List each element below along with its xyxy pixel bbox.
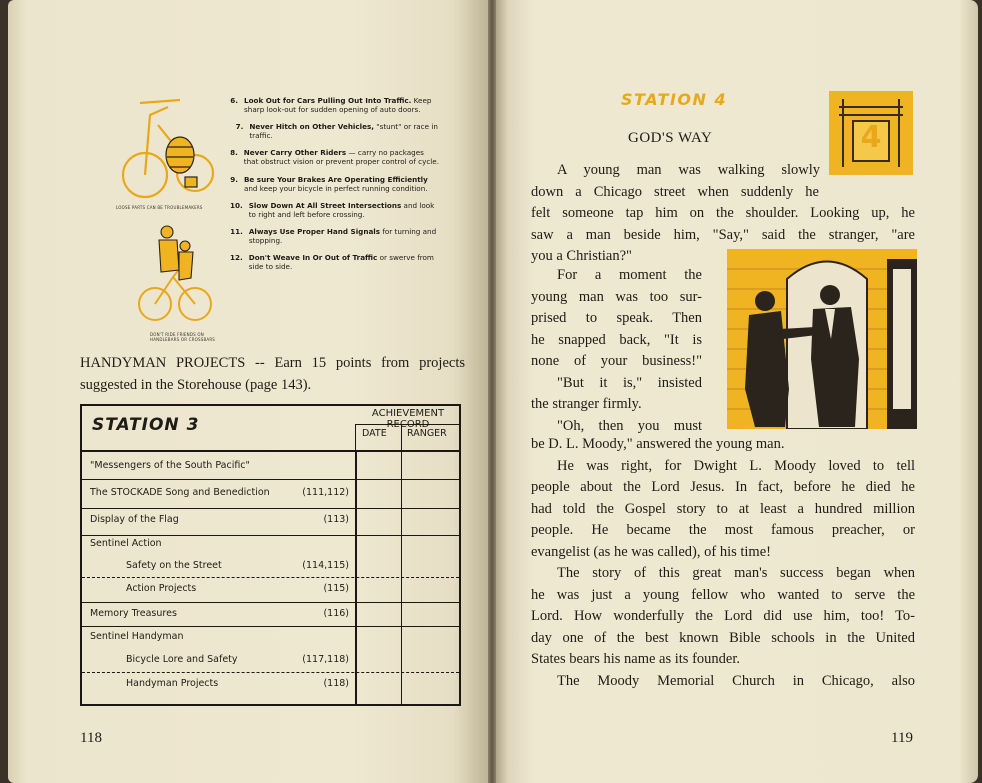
date-column-header: DATE bbox=[362, 428, 387, 439]
text-line: be D. L. Moody," answered the young man. bbox=[531, 436, 785, 452]
badge-number: 4 bbox=[860, 120, 882, 155]
text-line: "But it is," insisted bbox=[557, 374, 702, 391]
text-line: people about the Lord Jesus. In fact, before he died he bbox=[531, 479, 915, 495]
book-gutter bbox=[488, 0, 496, 783]
story-title: GOD'S WAY bbox=[628, 130, 713, 146]
text-line: day one of the best known Bible schools in the United bbox=[531, 629, 915, 646]
station-4-heading: STATION 4 bbox=[621, 90, 728, 109]
safety-rules-list bbox=[230, 96, 440, 279]
story-block-2 bbox=[531, 265, 702, 437]
page-number-right: 119 bbox=[891, 730, 913, 746]
ranger-column-header: RANGER bbox=[407, 428, 447, 439]
text-line: The Moody Memorial Church in Chicago, also bbox=[557, 672, 915, 689]
rule-item: 9. Be sure Your Brakes Are Operating Efficiently and keep your bicycle in perfect running condition. bbox=[230, 174, 428, 193]
rule-item: 11. Always Use Proper Hand Signals for turning and stopping. bbox=[230, 226, 437, 246]
rule-item: 12. Don't Weave In Or Out of Traffic or swerve from side to side. bbox=[230, 253, 434, 272]
text-line: people. He became the most famous preacher, or bbox=[531, 522, 915, 538]
text-line: he snapped back, "It is bbox=[531, 331, 702, 348]
story-block-3 bbox=[531, 434, 915, 692]
text-line: none of your business!" bbox=[531, 353, 702, 369]
achievement-record-label: ACHIEVEMENT RECORD bbox=[371, 408, 445, 430]
text-line: felt someone tap him on the shoulder. Looking up, he bbox=[531, 205, 915, 221]
text-line: For a moment the bbox=[557, 267, 702, 283]
bicycle-riders-illustration bbox=[135, 222, 215, 330]
text-line: A young man was walking slowly bbox=[557, 162, 820, 178]
text-line: had told the Gospel story to at least a hundred million bbox=[531, 500, 915, 517]
text-line: States bears his name as its founder. bbox=[531, 651, 740, 667]
text-line: Lord. How wonderfully the Lord did use him, too! To- bbox=[531, 608, 915, 624]
station-3-title: STATION 3 bbox=[92, 415, 200, 435]
text-line: prised to speak. Then bbox=[531, 310, 702, 326]
handyman-projects-text: HANDYMAN PROJECTS -- Earn 15 points from projects suggested in the Storehouse (page 143). bbox=[80, 355, 465, 393]
rule-item: 6. Look Out for Cars Pulling Out Into Traffic. Keep sharp look-out for sudden opening of auto doors. bbox=[230, 96, 432, 115]
text-line: The story of this great man's success began when bbox=[557, 565, 915, 581]
rule-item: 8. Never Carry Other Riders — carry no packages that obstruct vision or prevent proper control of cycle. bbox=[230, 148, 439, 167]
text-line: down a Chicago street when suddenly he bbox=[531, 183, 819, 200]
rule-item: 7. Never Hitch on Other Vehicles, "stunt" or race in traffic. bbox=[235, 122, 438, 141]
text-line: saw a man beside him, "Say," said the stranger, "are bbox=[531, 226, 915, 243]
bike-caption-1: LOOSE PARTS CAN BE TROUBLEMAKERS bbox=[116, 205, 203, 210]
table-body: "Messengers of the South Pacific" The STOCKADE Song and Benediction (111,112) Display of the Flag (113) Sentinel Action Safety on the Street (114,115) Action Projects (115) Memory Treasures (116) Sentinel Handyman Bicycle Lore and Safety (117,118) Handyman Projects (118) bbox=[82, 450, 459, 704]
text-line: he was just a young fellow who wanted to serve the bbox=[531, 586, 915, 603]
text-line: "Oh, then you must bbox=[557, 417, 702, 434]
bike-caption-2: DON'T RIDE FRIENDS ON HANDLEBARS OR CROSSBARS bbox=[150, 332, 216, 342]
text-line: evangelist (as he was called), of his time! bbox=[531, 543, 771, 560]
text-line: the stranger firmly. bbox=[531, 396, 642, 412]
achievement-table bbox=[80, 404, 461, 706]
page-number-left: 118 bbox=[80, 730, 102, 746]
rule-item: 10. Slow Down At All Street Intersections and look to right and left before crossing. bbox=[230, 200, 435, 219]
table-header bbox=[82, 406, 459, 452]
text-line: He was right, for Dwight L. Moody loved to tell bbox=[557, 457, 915, 474]
bicycle-loose-parts-illustration bbox=[110, 95, 225, 210]
text-line: you a Christian?" bbox=[531, 248, 632, 264]
text-line: young man was too sur- bbox=[531, 288, 702, 305]
moody-meeting-illustration bbox=[727, 249, 917, 429]
